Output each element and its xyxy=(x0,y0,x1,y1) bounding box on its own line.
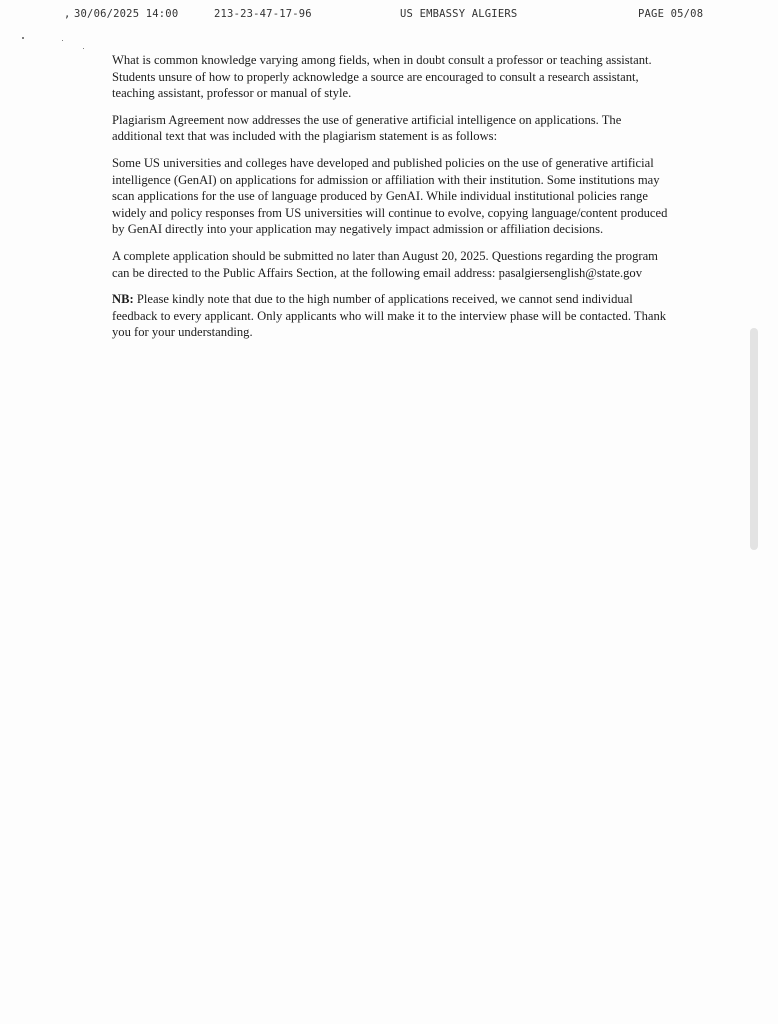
document-body xyxy=(112,52,674,351)
fax-header-phone: 213-23-47-17-96 xyxy=(214,8,312,20)
nb-text: Please kindly note that due to the high number of applications received, we cannot send individual feedback to every applicant. Only applicants who will make it to the interview phase will be contacted. Thank you for your understanding. xyxy=(112,292,667,340)
scan-speck xyxy=(62,40,63,41)
nb-label: NB: xyxy=(112,292,134,307)
paragraph-deadline: A complete application should be submitted no later than August 20, 2025. Questions regarding the program can be directed to the Public Affairs Section, at the following email address: pasalgiersenglish@state.gov xyxy=(112,248,658,280)
paragraph-common-knowledge: What is common knowledge varying among fields, when in doubt consult a professor or teaching assistant. Students unsure of how to properly acknowledge a source are encouraged to consult a research assistant, teaching assistant, professor or manual of style. xyxy=(112,53,652,101)
fax-header xyxy=(0,8,778,24)
fax-header-datetime: 30/06/2025 14:00 xyxy=(74,8,179,20)
vertical-scrollbar[interactable] xyxy=(750,328,758,550)
scan-speck xyxy=(22,37,24,39)
scan-speck xyxy=(83,48,84,49)
fax-header-page-number: PAGE 05/08 xyxy=(638,8,704,20)
fax-header-mark: , xyxy=(64,8,71,20)
fax-header-sender: US EMBASSY ALGIERS xyxy=(400,8,518,20)
paragraph-plagiarism-agreement: Plagiarism Agreement now addresses the use of generative artificial intelligence on applications. The additional text that was included with the plagiarism statement is as follows: xyxy=(112,112,622,144)
paragraph-genai-policy: Some US universities and colleges have developed and published policies on the use of generative artificial intelligence (GenAI) on applications for admission or affiliation with their institution. Some institutions may scan applications for the use of language produced by GenAI. While individual institutional policies range widely and policy responses from US universities will continue to evolve, copying language/content produced by GenAI directly into your application may negatively impact admission or affiliation decisions. xyxy=(112,155,668,237)
paragraph-nb-note xyxy=(112,291,674,341)
